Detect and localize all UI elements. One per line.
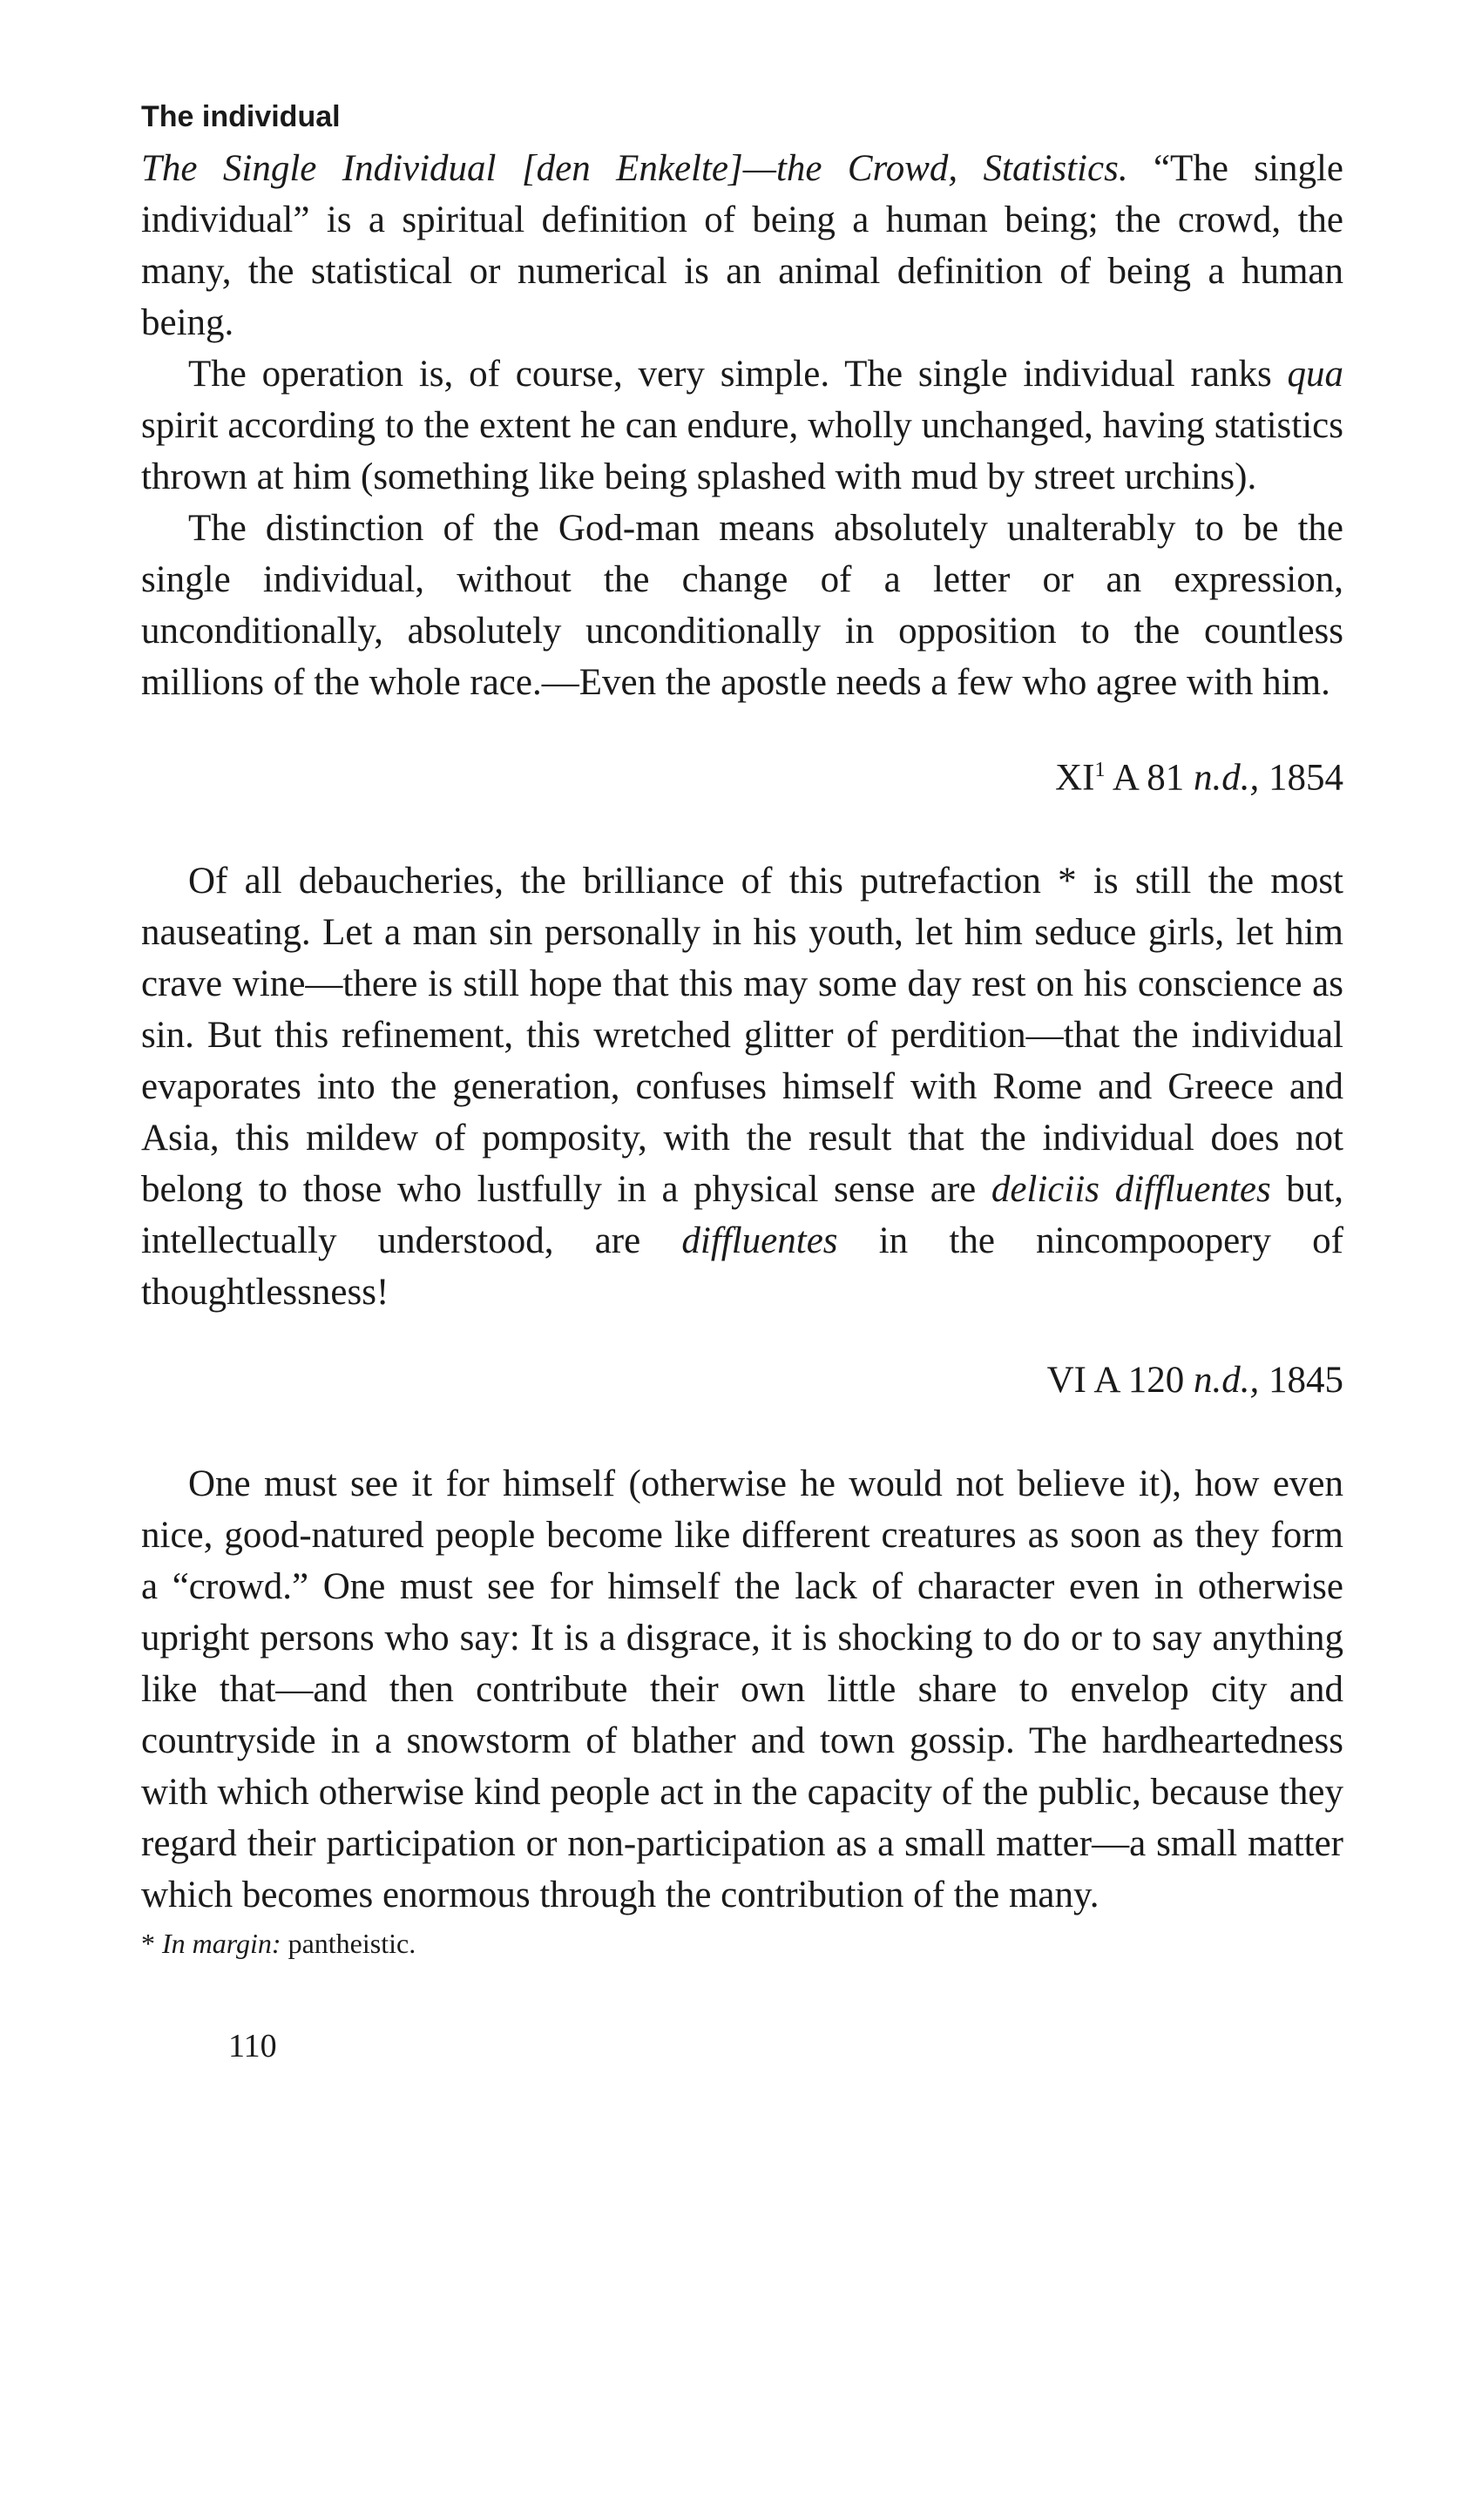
entry1-citation-nd: n.d.,	[1194, 757, 1260, 799]
entry2-text-c: in the nincompoopery of thoughtlessness!	[141, 1220, 1343, 1314]
entry2-citation-nd: n.d.,	[1194, 1360, 1260, 1402]
footnote	[141, 1924, 1343, 1963]
entry1-citation-sup: 1	[1094, 759, 1106, 781]
entry2-text-b: but, intellectually understood, are	[141, 1169, 1343, 1262]
entry1-paragraph-2	[141, 348, 1343, 503]
section-heading: The individual	[141, 100, 341, 133]
entry2-italic-1: deliciis diffluentes	[991, 1169, 1271, 1211]
entry2-text-a: Of all debaucheries, the brilliance of this putrefaction * is still the most nauseating. Let a man sin personally in his youth, let him seduce girls, let him crave wine—there is still hope that this may some day rest on his conscience as sin. But this refinement, this wretched glitter of perdition—that the individual evaporates into the generation, confuses himself with Rome and Greece and Asia, this mildew of pomposity, with the result that the individual does not belong to those who lustfully in a physical sense are	[141, 861, 1343, 1211]
entry2-italic-2: diffluentes	[681, 1220, 838, 1262]
entry1-citation-mid: A 81	[1105, 757, 1194, 799]
entry1-paragraph-3: The distinction of the God-man means absolutely unalterably to be the single individual, without the change of a letter or an expression, unconditionally, absolutely unconditionally in opposition to the countless millions of the whole race.—Even the apostle needs a few who agree with him.	[141, 508, 1343, 703]
entry2-paragraph	[141, 855, 1343, 1318]
book-page	[141, 96, 1343, 2067]
footnote-marker: *	[141, 1928, 162, 1960]
entry2-citation	[141, 1355, 1343, 1406]
entry2-citation-year: 1845	[1259, 1360, 1343, 1402]
footnote-label: In margin:	[162, 1928, 281, 1960]
entry3-paragraph: One must see it for himself (otherwise he would not believe it), how even nice, good-natured people become like different creatures as soon as they form a “crowd.” One must see for himself the lack of character even in otherwise upright persons who say: It is a disgrace, it is shocking to do or to say anything like that—and then contribute their own little share to envelop city and countryside in a snowstorm of blather and town gossip. The hardheartedness with which otherwise kind people act in the capacity of the public, because they regard their participation or non-participation as a small matter—a small matter which becomes enormous through the contribution of the many.	[141, 1463, 1343, 1916]
entry1-para2-text-b: spirit according to the extent he can endure, wholly unchanged, having statistics thrown at him (something like being splashed with mud by street urchins).	[141, 405, 1343, 497]
entry1-paragraph-1	[141, 143, 1343, 348]
page-number: 110	[228, 2028, 277, 2065]
entry1-citation	[141, 745, 1343, 803]
entry1-citation-year: 1854	[1259, 757, 1343, 799]
entry1-citation-ref: XI	[1055, 757, 1095, 799]
entry1-para2-text-a: The operation is, of course, very simple. The single individual ranks	[188, 354, 1288, 395]
entry1-para1-text: “The single individual” is a spiritual definition of being a human being; the crowd, the many, the statistical or numerical is an animal definition of being a human being.	[141, 148, 1344, 343]
entry1-para2-qua: qua	[1287, 354, 1343, 395]
footnote-text: pantheistic.	[281, 1928, 416, 1960]
entry1-title: The Single Individual [den Enkelte]—the Crowd, Statistics.	[141, 148, 1128, 189]
entry2-citation-ref: VI A 120	[1046, 1360, 1194, 1402]
